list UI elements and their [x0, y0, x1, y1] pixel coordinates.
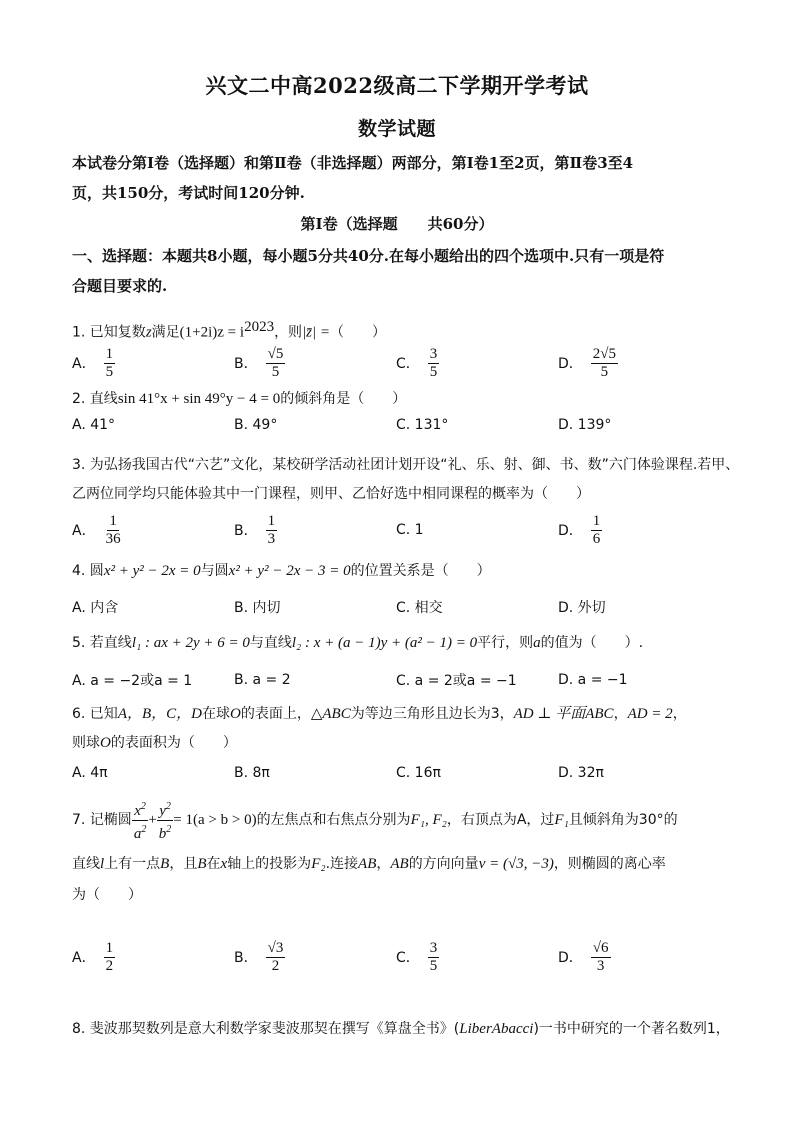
option-c: C. 131°	[396, 417, 449, 433]
option-d: D． $\frac{√6}{3}$	[558, 939, 609, 974]
option-a: A． $\frac{1}{2}$	[72, 939, 114, 974]
section1-instructions	[72, 244, 732, 298]
question-3: 3. 为弘扬我国古代“六艺”文化，某校研学活动社团计划开设“礼、乐、射、御、书、数”六门体验课程.若甲、 乙两位同学均只能体验其中一门课程，则甲、乙恰好选中相同课程的概率为（ ）	[72, 457, 740, 502]
question-1: 1. 已知复数z满足$(1+2i)z = i^{2023}$，则|z̄| =（ ）	[72, 319, 387, 341]
option-c: C. 1	[396, 522, 424, 538]
question-7: 7. 记椭圆 $\frac{x^2}{a^2}$ + $\frac{y^2}{b^2}$ = 1(a > b > 0) 的左焦点和右焦点分别为 F₁, F₂ ，右顶点为A，过 F₁ 且倾斜角为30°的 直线l上有一点B，且B在x轴上的投影为F₂.连接AB，AB的方向向量v = (√3, −3)，则椭圆的离心率 为（ ）	[72, 800, 742, 906]
option-d: D． $\frac{1}{6}$	[558, 512, 601, 547]
intro-line-2: 页，共150分，考试时间120分钟.	[72, 184, 305, 202]
option-d: D． $\frac{2√5}{5}$	[558, 345, 617, 380]
exam-subtitle: 数学试题	[357, 118, 436, 140]
option-d: D. 外切	[558, 600, 606, 616]
exam-title: 兴文二中高2022级高二下学期开学考试	[205, 73, 589, 98]
option-a: A. 41°	[72, 417, 116, 433]
question-2: 2. 直线sin 41°x + sin 49°y − 4 = 0的倾斜角是（ ）	[72, 391, 407, 407]
option-c: C. 16π	[396, 765, 441, 781]
question-1-options	[72, 343, 742, 383]
intro-line-1: 本试卷分第Ⅰ卷（选择题）和第Ⅱ卷（非选择题）两部分，第Ⅰ卷1至2页，第Ⅱ卷3至4	[72, 154, 634, 172]
option-b: B. 49°	[234, 417, 278, 433]
question-3-options	[72, 510, 742, 550]
option-c: C． $\frac{3}{5}$	[396, 345, 438, 380]
part1-heading: 第Ⅰ卷（选择题 共60分）	[300, 215, 494, 233]
section1-line-2: 合题目要求的.	[72, 277, 168, 295]
option-a: A． $\frac{1}{5}$	[72, 345, 114, 380]
question-8: 8. 斐波那契数列是意大利数学家斐波那契在撰写《算盘全书》(LiberAbacci)一书中研究的一个著名数列1，	[72, 1021, 730, 1037]
question-4: 4. 圆x² + y² − 2x = 0与圆x² + y² − 2x − 3 = 0的位置关系是（ ）	[72, 563, 491, 579]
question-4-options	[72, 594, 742, 620]
option-b: B. a = 2	[234, 672, 291, 688]
option-d: D. 139°	[558, 417, 612, 433]
option-b: B． $\frac{1}{3}$	[234, 512, 276, 547]
option-b: B． $\frac{√5}{5}$	[234, 345, 284, 380]
option-c: C． $\frac{3}{5}$	[396, 939, 438, 974]
question-6-options	[72, 760, 742, 786]
option-a: A． $\frac{1}{36}$	[72, 512, 121, 547]
section1-line-1: 一、选择题：本题共8小题，每小题5分共40分.在每小题给出的四个选项中.只有一项是符	[72, 247, 665, 265]
option-b: B． $\frac{√3}{2}$	[234, 939, 284, 974]
option-a: A. 内含	[72, 600, 119, 616]
option-b: B. 8π	[234, 765, 270, 781]
question-6: 6. 已知A，B，C，D在球O的表面上，△ABC为等边三角形且边长为3，AD ⊥ 平面ABC，AD = 2， 则球O的表面积为（ ）	[72, 706, 687, 751]
question-5-options	[72, 667, 742, 693]
question-2-options	[72, 412, 742, 438]
question-7-options	[72, 935, 742, 979]
option-a: A. 4π	[72, 765, 108, 781]
option-d: D. 32π	[558, 765, 604, 781]
question-5: 5. 若直线l₁ : ax + 2y + 6 = 0与直线l₂ : x + (a − 1)y + (a² − 1) = 0平行，则a的值为（ ）.	[72, 635, 644, 651]
option-b: B. 内切	[234, 600, 281, 616]
option-c: C. a = 2或a = −1	[396, 673, 517, 689]
option-d: D. a = −1	[558, 672, 628, 688]
option-c: C. 相交	[396, 600, 443, 616]
intro-paragraph	[72, 151, 732, 205]
option-a: A. a = −2或a = 1	[72, 673, 193, 689]
